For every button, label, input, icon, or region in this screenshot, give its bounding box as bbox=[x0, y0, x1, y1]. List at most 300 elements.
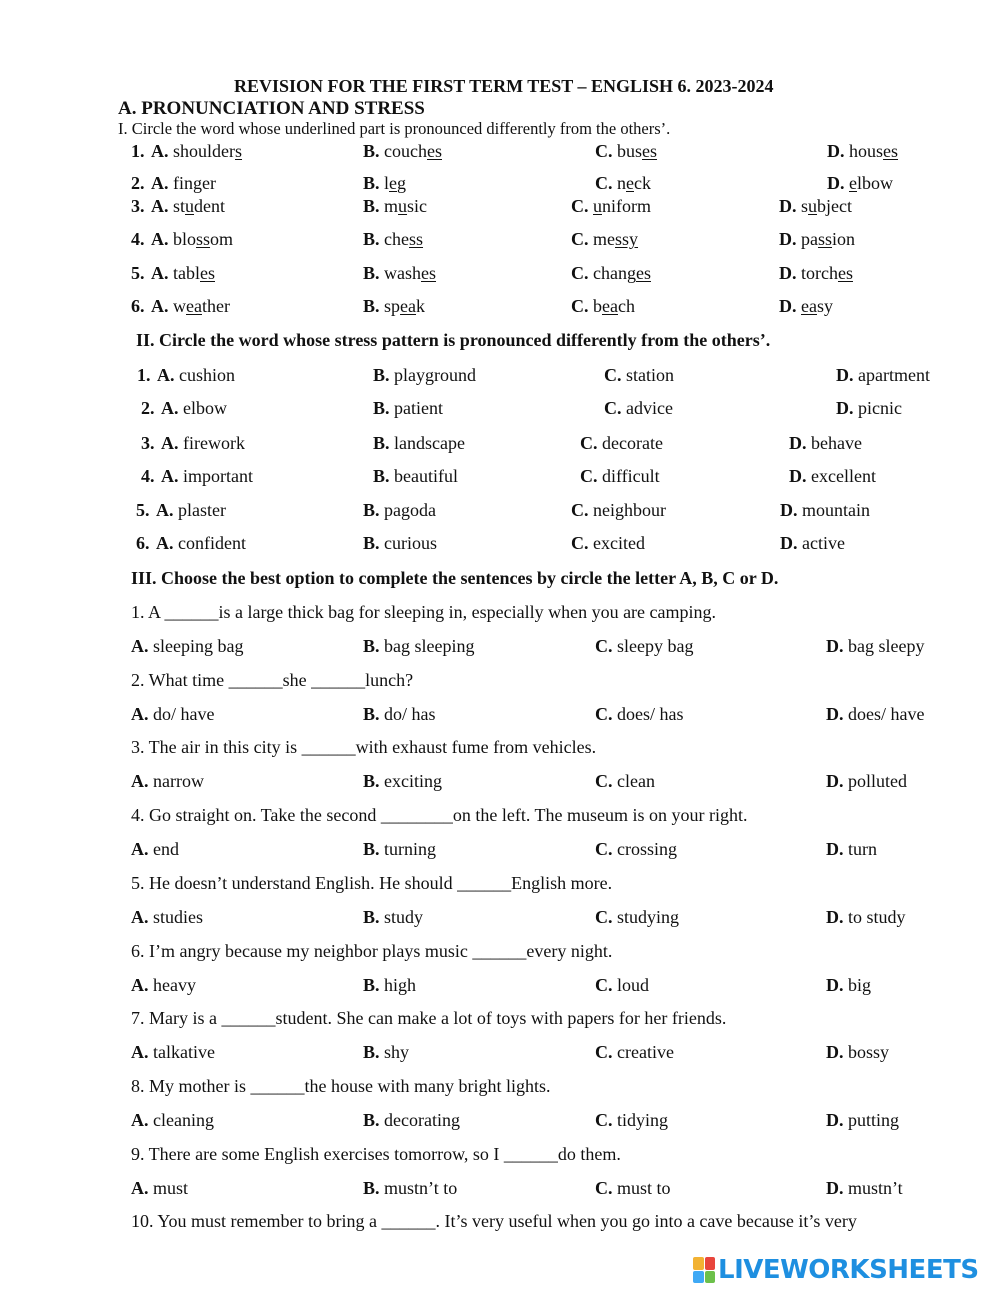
answer-option bbox=[571, 534, 645, 552]
answer-option bbox=[826, 705, 924, 723]
question-number: 6. bbox=[136, 533, 150, 553]
answer-option bbox=[131, 637, 243, 655]
option-letter: D. bbox=[826, 1042, 844, 1062]
option-letter: A. bbox=[161, 398, 179, 418]
option-letter: B. bbox=[373, 433, 390, 453]
option-text: narrow bbox=[153, 771, 204, 791]
question-number: 6. bbox=[131, 296, 145, 316]
option-word-end: lbow bbox=[857, 173, 893, 193]
option-letter: D. bbox=[779, 196, 797, 216]
answer-option bbox=[161, 467, 253, 485]
answer-option bbox=[595, 705, 684, 723]
question-text: 6. I’m angry because my neighbor plays music ______every night. bbox=[131, 941, 613, 961]
option-text: apartment bbox=[858, 365, 930, 385]
answer-option bbox=[595, 772, 655, 790]
option-text: do/ have bbox=[153, 704, 215, 724]
underlined-sound: es bbox=[883, 141, 899, 161]
answer-option bbox=[131, 1043, 215, 1061]
option-text: excellent bbox=[811, 466, 876, 486]
answer-option bbox=[779, 230, 855, 248]
underlined-sound: ss bbox=[818, 229, 833, 249]
answer-option bbox=[157, 366, 235, 384]
option-letter: D. bbox=[789, 466, 807, 486]
option-letter: B. bbox=[363, 839, 380, 859]
logo-tile bbox=[693, 1271, 704, 1284]
option-text: neighbour bbox=[593, 500, 666, 520]
answer-option bbox=[156, 534, 246, 552]
option-letter: B. bbox=[373, 365, 390, 385]
option-text: confident bbox=[178, 533, 246, 553]
option-letter: A. bbox=[151, 141, 169, 161]
option-letter: A. bbox=[131, 636, 149, 656]
answer-option bbox=[363, 1179, 457, 1197]
option-word-start: chang bbox=[593, 263, 636, 283]
logo-tile bbox=[705, 1271, 716, 1284]
underlined-sound: ss bbox=[409, 229, 424, 249]
option-letter: D. bbox=[826, 1110, 844, 1130]
answer-option bbox=[151, 197, 225, 215]
underlined-sound: es bbox=[421, 263, 437, 283]
answer-option bbox=[131, 840, 179, 858]
option-letter: C. bbox=[571, 500, 589, 520]
underlined-sound: es bbox=[200, 263, 215, 283]
option-word-start: torch bbox=[801, 263, 838, 283]
option-letter: D. bbox=[779, 296, 797, 316]
option-letter: D. bbox=[826, 975, 844, 995]
page-title: REVISION FOR THE FIRST TERM TEST – ENGLISH 6. 2023-2024 bbox=[234, 76, 774, 96]
option-text: elbow bbox=[183, 398, 227, 418]
option-letter: B. bbox=[363, 1178, 380, 1198]
option-word-start: che bbox=[384, 229, 409, 249]
answer-option bbox=[161, 434, 245, 452]
option-letter: D. bbox=[780, 500, 798, 520]
option-text: important bbox=[183, 466, 253, 486]
underlined-sound: e bbox=[389, 173, 398, 193]
answer-option bbox=[779, 197, 852, 215]
option-letter: C. bbox=[595, 839, 613, 859]
answer-option bbox=[836, 399, 902, 417]
option-letter: C. bbox=[580, 433, 598, 453]
option-word-end: dent bbox=[194, 196, 226, 216]
option-text: station bbox=[626, 365, 674, 385]
option-letter: D. bbox=[779, 263, 797, 283]
option-text: beautiful bbox=[394, 466, 458, 486]
option-letter: C. bbox=[604, 365, 622, 385]
answer-option bbox=[595, 1111, 668, 1129]
answer-option bbox=[363, 840, 436, 858]
answer-option bbox=[131, 1179, 188, 1197]
option-letter: D. bbox=[826, 771, 844, 791]
answer-option bbox=[131, 908, 203, 926]
option-letter: A. bbox=[151, 263, 169, 283]
option-letter: B. bbox=[363, 704, 380, 724]
answer-option bbox=[156, 501, 226, 519]
underlined-sound: u bbox=[808, 196, 818, 216]
option-text: difficult bbox=[602, 466, 660, 486]
option-word-start: sp bbox=[384, 296, 401, 316]
option-letter: A. bbox=[131, 1178, 149, 1198]
option-word-start: hous bbox=[849, 141, 884, 161]
question-text: 7. Mary is a ______student. She can make a lot of toys with papers for her friends. bbox=[131, 1008, 727, 1028]
option-text: turn bbox=[848, 839, 877, 859]
option-word-end: bject bbox=[817, 196, 852, 216]
answer-option bbox=[571, 297, 635, 315]
option-letter: C. bbox=[595, 1110, 613, 1130]
answer-option bbox=[131, 705, 214, 723]
answer-option bbox=[826, 1111, 899, 1129]
logo-tile bbox=[705, 1257, 716, 1270]
question-text: 10. You must remember to bring a ______. It’s very useful when you go into a cave because it’s very bbox=[131, 1211, 857, 1231]
option-letter: A. bbox=[131, 907, 149, 927]
answer-option bbox=[595, 840, 677, 858]
question-number: 1. bbox=[137, 365, 151, 385]
answer-option bbox=[595, 976, 649, 994]
option-letter: C. bbox=[571, 263, 589, 283]
answer-option bbox=[363, 534, 437, 552]
option-letter: A. bbox=[131, 771, 149, 791]
underlined-sound: ssy bbox=[615, 229, 639, 249]
section-a-heading: A. PRONUNCIATION AND STRESS bbox=[118, 98, 425, 119]
option-letter: B. bbox=[363, 173, 380, 193]
answer-option bbox=[151, 297, 230, 315]
option-letter: B. bbox=[363, 907, 380, 927]
option-text: bossy bbox=[848, 1042, 890, 1062]
option-text: sleeping bag bbox=[153, 636, 244, 656]
underlined-sound: es bbox=[837, 263, 853, 283]
option-letter: B. bbox=[363, 296, 380, 316]
option-letter: A. bbox=[151, 196, 169, 216]
answer-option bbox=[604, 366, 674, 384]
option-letter: C. bbox=[595, 907, 613, 927]
question-text: 9. There are some English exercises tomorrow, so I ______do them. bbox=[131, 1144, 621, 1164]
option-text: must to bbox=[617, 1178, 671, 1198]
option-letter: B. bbox=[363, 229, 380, 249]
option-letter: B. bbox=[363, 771, 380, 791]
option-word-start: s bbox=[801, 196, 809, 216]
option-text: landscape bbox=[394, 433, 465, 453]
answer-option bbox=[363, 264, 436, 282]
option-letter: C. bbox=[571, 229, 589, 249]
answer-option bbox=[827, 142, 898, 160]
answer-option bbox=[580, 467, 660, 485]
option-text: cushion bbox=[179, 365, 235, 385]
option-text: to study bbox=[848, 907, 906, 927]
option-letter: A. bbox=[161, 466, 179, 486]
underlined-sound: es bbox=[635, 263, 651, 283]
option-text: behave bbox=[811, 433, 862, 453]
answer-option bbox=[363, 142, 442, 160]
option-text: decorating bbox=[384, 1110, 460, 1130]
option-text: crossing bbox=[617, 839, 677, 859]
answer-option bbox=[789, 467, 876, 485]
answer-option bbox=[363, 1043, 409, 1061]
option-letter: B. bbox=[363, 1110, 380, 1130]
option-text: sleepy bag bbox=[617, 636, 694, 656]
option-letter: C. bbox=[571, 296, 589, 316]
answer-option bbox=[826, 976, 871, 994]
answer-option bbox=[571, 501, 666, 519]
option-word-end: er bbox=[202, 173, 216, 193]
option-text: studying bbox=[617, 907, 680, 927]
option-text: turning bbox=[384, 839, 437, 859]
option-text: high bbox=[384, 975, 417, 995]
option-letter: B. bbox=[363, 533, 380, 553]
answer-option bbox=[595, 1179, 671, 1197]
underlined-sound: u bbox=[593, 196, 602, 216]
option-letter: D. bbox=[826, 704, 844, 724]
option-text: studies bbox=[153, 907, 204, 927]
question-number: 4. bbox=[141, 466, 155, 486]
question-text: 3. The air in this city is ______with exhaust fume from vehicles. bbox=[131, 737, 597, 757]
option-text: big bbox=[848, 975, 872, 995]
option-word-end: ther bbox=[201, 296, 230, 316]
option-text: exciting bbox=[384, 771, 442, 791]
option-letter: D. bbox=[826, 839, 844, 859]
question-number: 4. bbox=[131, 229, 145, 249]
answer-option bbox=[780, 534, 845, 552]
option-letter: D. bbox=[789, 433, 807, 453]
option-word-start: st bbox=[173, 196, 186, 216]
answer-option bbox=[826, 1043, 889, 1061]
answer-option bbox=[363, 772, 442, 790]
part3-instruction: III. Choose the best option to complete the sentences by circle the letter A, B, C or D. bbox=[131, 568, 779, 588]
answer-option bbox=[363, 705, 436, 723]
option-text: does/ have bbox=[848, 704, 925, 724]
answer-option bbox=[826, 908, 906, 926]
answer-option bbox=[826, 772, 907, 790]
option-letter: D. bbox=[780, 533, 798, 553]
option-letter: D. bbox=[836, 398, 854, 418]
option-text: must bbox=[153, 1178, 189, 1198]
answer-option bbox=[373, 366, 476, 384]
option-letter: C. bbox=[595, 1042, 613, 1062]
option-text: polluted bbox=[848, 771, 907, 791]
option-word-end: niform bbox=[602, 196, 651, 216]
option-letter: A. bbox=[156, 500, 174, 520]
option-word-end: ck bbox=[634, 173, 651, 193]
option-letter: A. bbox=[131, 704, 149, 724]
option-word-end: sic bbox=[407, 196, 428, 216]
option-text: active bbox=[802, 533, 845, 553]
option-letter: A. bbox=[151, 229, 169, 249]
question-number: 5. bbox=[131, 263, 145, 283]
option-text: mustn’t to bbox=[384, 1178, 458, 1198]
answer-option bbox=[363, 230, 423, 248]
option-word-start: l bbox=[384, 173, 390, 193]
underlined-sound: ea bbox=[602, 296, 618, 316]
option-word-start: couch bbox=[384, 141, 427, 161]
option-letter: D. bbox=[779, 229, 797, 249]
answer-option bbox=[363, 1111, 460, 1129]
underlined-sound: g bbox=[193, 173, 202, 193]
answer-option bbox=[595, 1043, 674, 1061]
underlined-sound: u bbox=[185, 196, 195, 216]
option-letter: A. bbox=[161, 433, 179, 453]
answer-option bbox=[363, 297, 425, 315]
answer-option bbox=[151, 264, 215, 282]
option-letter: A. bbox=[131, 1110, 149, 1130]
option-word-end: om bbox=[210, 229, 234, 249]
answer-option bbox=[779, 297, 833, 315]
option-letter: D. bbox=[826, 907, 844, 927]
option-letter: B. bbox=[363, 500, 380, 520]
option-letter: A. bbox=[157, 365, 175, 385]
option-text: picnic bbox=[858, 398, 902, 418]
option-text: decorate bbox=[602, 433, 663, 453]
underlined-sound: u bbox=[398, 196, 408, 216]
answer-option bbox=[595, 174, 651, 192]
answer-option bbox=[151, 142, 242, 160]
option-letter: C. bbox=[595, 636, 613, 656]
option-text: end bbox=[153, 839, 179, 859]
answer-option bbox=[826, 1179, 903, 1197]
answer-option bbox=[571, 230, 638, 248]
question-text: 8. My mother is ______the house with many bright lights. bbox=[131, 1076, 551, 1096]
option-text: shy bbox=[384, 1042, 410, 1062]
option-letter: C. bbox=[604, 398, 622, 418]
question-text: 5. He doesn’t understand English. He should ______English more. bbox=[131, 873, 613, 893]
option-letter: A. bbox=[131, 1042, 149, 1062]
answer-option bbox=[363, 637, 475, 655]
answer-option bbox=[595, 908, 679, 926]
question-number: 5. bbox=[136, 500, 150, 520]
answer-option bbox=[571, 264, 651, 282]
answer-option bbox=[595, 142, 657, 160]
question-number: 3. bbox=[131, 196, 145, 216]
option-word-end: ion bbox=[832, 229, 856, 249]
answer-option bbox=[595, 637, 693, 655]
option-word-start: bus bbox=[617, 141, 643, 161]
answer-option bbox=[373, 399, 443, 417]
logo-text: LIVEWORKSHEETS bbox=[718, 1255, 979, 1285]
option-letter: D. bbox=[827, 173, 845, 193]
option-text: heavy bbox=[153, 975, 196, 995]
answer-option bbox=[363, 197, 427, 215]
option-letter: C. bbox=[580, 466, 598, 486]
answer-option bbox=[151, 174, 216, 192]
option-text: curious bbox=[384, 533, 438, 553]
answer-option bbox=[131, 772, 204, 790]
option-word-start: fin bbox=[173, 173, 193, 193]
option-text: do/ has bbox=[384, 704, 436, 724]
answer-option bbox=[571, 197, 651, 215]
question-number: 1. bbox=[131, 141, 145, 161]
part2-instruction: II. Circle the word whose stress pattern is pronounced differently from the others’. bbox=[136, 330, 771, 350]
option-word-start: tabl bbox=[173, 263, 200, 283]
option-letter: B. bbox=[363, 196, 380, 216]
underlined-sound: e bbox=[626, 173, 634, 193]
option-letter: A. bbox=[131, 975, 149, 995]
underlined-sound: ss bbox=[196, 229, 211, 249]
underlined-sound: ea bbox=[400, 296, 417, 316]
option-text: patient bbox=[394, 398, 443, 418]
option-word-start: blo bbox=[173, 229, 197, 249]
option-word-start: n bbox=[617, 173, 626, 193]
option-letter: C. bbox=[595, 975, 613, 995]
question-text: 1. A ______is a large thick bag for sleeping in, especially when you are camping. bbox=[131, 602, 717, 622]
answer-option bbox=[131, 976, 196, 994]
option-text: playground bbox=[394, 365, 476, 385]
logo-tile bbox=[693, 1257, 704, 1270]
option-text: excited bbox=[593, 533, 645, 553]
answer-option bbox=[580, 434, 663, 452]
option-text: talkative bbox=[153, 1042, 215, 1062]
underlined-sound: s bbox=[235, 141, 243, 161]
answer-option bbox=[161, 399, 227, 417]
underlined-sound: ea bbox=[801, 296, 817, 316]
option-letter: D. bbox=[826, 636, 844, 656]
option-text: advice bbox=[626, 398, 673, 418]
part1-instruction: I. Circle the word whose underlined part is pronounced differently from the others’. bbox=[118, 119, 671, 138]
question-number: 2. bbox=[131, 173, 145, 193]
option-letter: B. bbox=[363, 636, 380, 656]
option-text: clean bbox=[617, 771, 655, 791]
question-text: 2. What time ______she ______lunch? bbox=[131, 670, 414, 690]
option-text: plaster bbox=[178, 500, 226, 520]
option-text: bag sleepy bbox=[848, 636, 925, 656]
option-letter: D. bbox=[827, 141, 845, 161]
option-text: mountain bbox=[802, 500, 870, 520]
option-word-end: k bbox=[416, 296, 426, 316]
option-text: pagoda bbox=[384, 500, 436, 520]
answer-option bbox=[373, 467, 458, 485]
option-word-start: pa bbox=[801, 229, 818, 249]
option-word-start: m bbox=[384, 196, 399, 216]
answer-option bbox=[604, 399, 673, 417]
option-letter: B. bbox=[373, 398, 390, 418]
answer-option bbox=[826, 840, 877, 858]
option-word-end: ch bbox=[617, 296, 635, 316]
question-number: 3. bbox=[141, 433, 155, 453]
option-word-start: me bbox=[593, 229, 615, 249]
option-letter: A. bbox=[156, 533, 174, 553]
option-letter: B. bbox=[363, 1042, 380, 1062]
option-letter: C. bbox=[595, 771, 613, 791]
answer-option bbox=[827, 174, 893, 192]
question-number: 2. bbox=[141, 398, 155, 418]
option-text: firework bbox=[183, 433, 245, 453]
underlined-sound: es bbox=[642, 141, 658, 161]
answer-option bbox=[826, 637, 924, 655]
option-letter: A. bbox=[151, 296, 169, 316]
answer-option bbox=[151, 230, 233, 248]
option-letter: A. bbox=[131, 839, 149, 859]
option-word-end: sy bbox=[816, 296, 833, 316]
answer-option bbox=[779, 264, 853, 282]
answer-option bbox=[131, 1111, 214, 1129]
answer-option bbox=[363, 174, 406, 192]
option-word-start: wash bbox=[384, 263, 422, 283]
option-letter: C. bbox=[571, 533, 589, 553]
option-letter: C. bbox=[595, 1178, 613, 1198]
option-text: bag sleeping bbox=[384, 636, 475, 656]
question-text: 4. Go straight on. Take the second ________on the left. The museum is on your right. bbox=[131, 805, 748, 825]
answer-option bbox=[836, 366, 930, 384]
option-word-start: shoulder bbox=[173, 141, 235, 161]
option-text: loud bbox=[617, 975, 650, 995]
option-word-end: g bbox=[397, 173, 407, 193]
answer-option bbox=[789, 434, 862, 452]
option-text: creative bbox=[617, 1042, 674, 1062]
option-word-start: w bbox=[173, 296, 186, 316]
option-letter: D. bbox=[836, 365, 854, 385]
option-letter: C. bbox=[595, 704, 613, 724]
option-text: does/ has bbox=[617, 704, 684, 724]
underlined-sound: ea bbox=[186, 296, 202, 316]
option-letter: B. bbox=[373, 466, 390, 486]
answer-option bbox=[363, 976, 416, 994]
answer-option bbox=[780, 501, 870, 519]
